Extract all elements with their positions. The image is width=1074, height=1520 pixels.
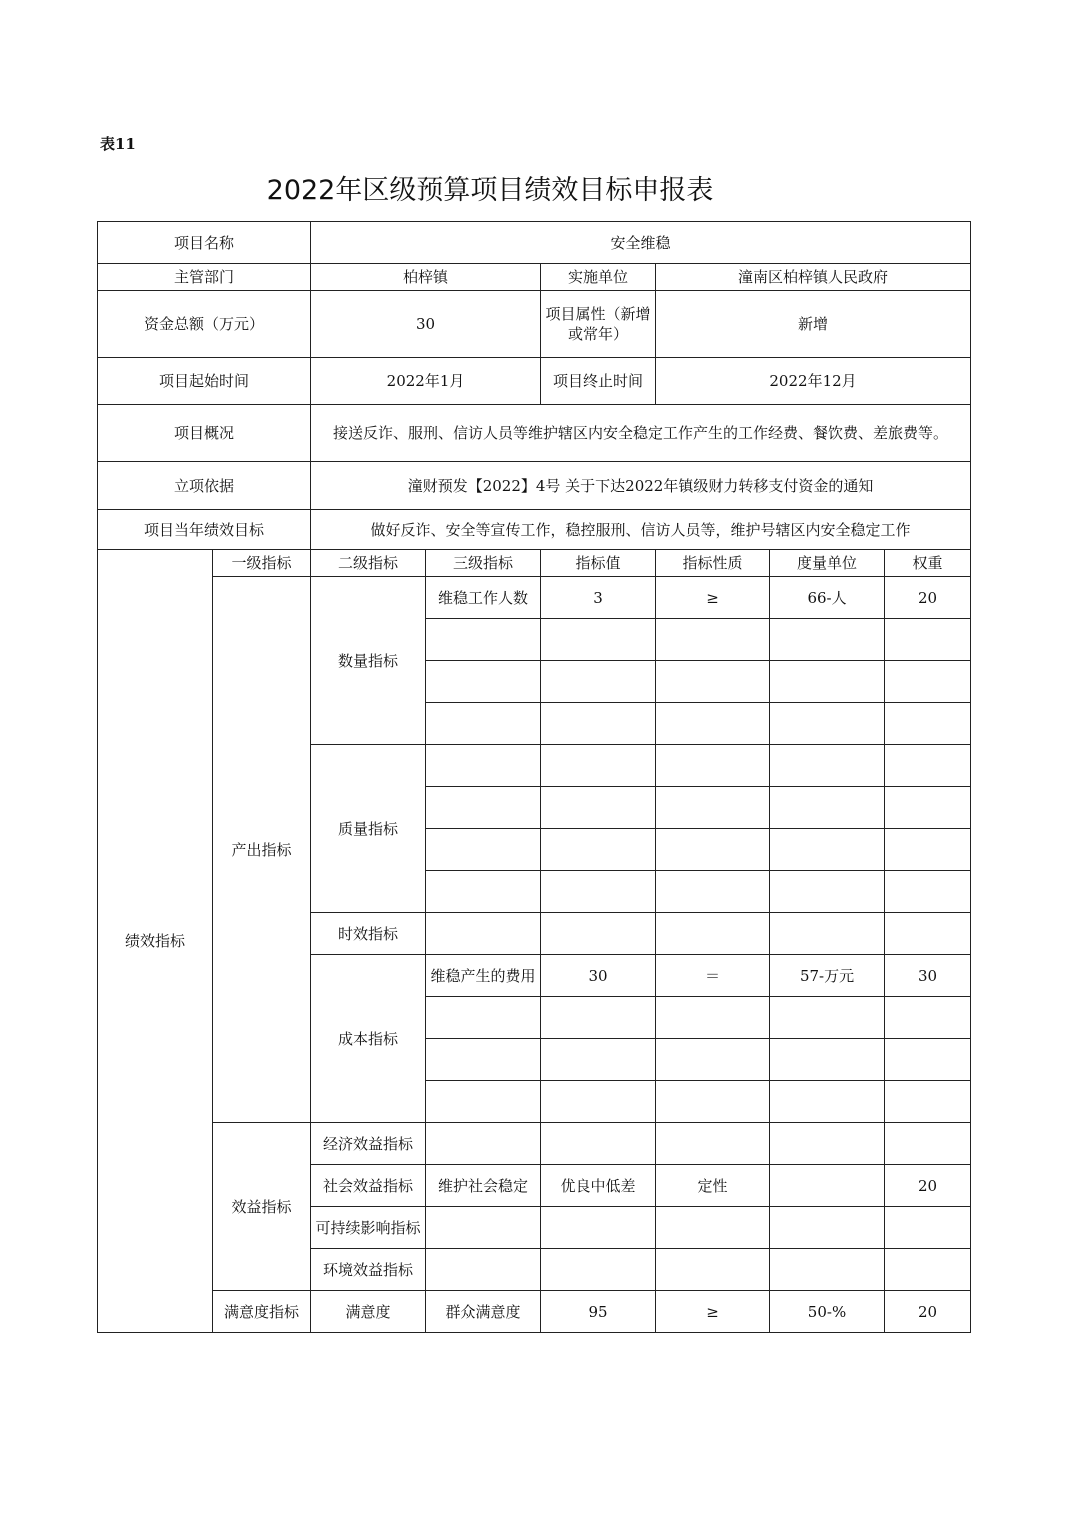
- empty-cell: [770, 997, 885, 1039]
- empty-cell: [885, 745, 971, 787]
- output-indicator-label: 产出指标: [213, 577, 311, 1123]
- header-lvl1: 一级指标: [213, 550, 311, 577]
- cost-nature: ＝: [656, 955, 770, 997]
- empty-cell: [656, 745, 770, 787]
- indicators-section-label: 绩效指标: [98, 550, 213, 1333]
- empty-cell: [770, 619, 885, 661]
- empty-cell: [885, 913, 971, 955]
- economic-indicator-label: 经济效益指标: [311, 1123, 426, 1165]
- empty-cell: [770, 745, 885, 787]
- empty-cell: [656, 619, 770, 661]
- empty-cell: [656, 1123, 770, 1165]
- empty-cell: [426, 1207, 541, 1249]
- cost-indicator-label: 成本指标: [311, 955, 426, 1123]
- empty-cell: [541, 913, 656, 955]
- satisfaction-indicator-label: 满意度指标: [213, 1291, 311, 1333]
- empty-cell: [885, 1081, 971, 1123]
- empty-cell: [656, 1249, 770, 1291]
- cost-weight: 30: [885, 955, 971, 997]
- goal-label: 项目当年绩效目标: [98, 510, 311, 550]
- empty-cell: [656, 1207, 770, 1249]
- empty-cell: [656, 829, 770, 871]
- empty-cell: [656, 1039, 770, 1081]
- attr-value: 新增: [656, 291, 971, 358]
- empty-cell: [656, 871, 770, 913]
- quantity-nature: ≥: [656, 577, 770, 619]
- fund-label: 资金总额（万元）: [98, 291, 311, 358]
- goal-value: 做好反诈、安全等宣传工作，稳控服刑、信访人员等，维护号辖区内安全稳定工作: [311, 510, 971, 550]
- empty-cell: [770, 1249, 885, 1291]
- empty-cell: [426, 1039, 541, 1081]
- empty-cell: [426, 829, 541, 871]
- cost-value: 30: [541, 955, 656, 997]
- empty-cell: [770, 1207, 885, 1249]
- empty-cell: [541, 1081, 656, 1123]
- empty-cell: [885, 871, 971, 913]
- cost-lvl3: 维稳产生的费用: [426, 955, 541, 997]
- empty-cell: [426, 661, 541, 703]
- env-indicator-label: 环境效益指标: [311, 1249, 426, 1291]
- project-name-label: 项目名称: [98, 222, 311, 264]
- empty-cell: [770, 661, 885, 703]
- cost-unit: 57-万元: [770, 955, 885, 997]
- end-value: 2022年12月: [656, 358, 971, 405]
- dept-value: 柏梓镇: [311, 264, 541, 291]
- social-weight: 20: [885, 1165, 971, 1207]
- empty-cell: [426, 1123, 541, 1165]
- timeliness-indicator-label: 时效指标: [311, 913, 426, 955]
- empty-cell: [426, 703, 541, 745]
- empty-cell: [426, 619, 541, 661]
- empty-cell: [541, 1249, 656, 1291]
- basis-label: 立项依据: [98, 462, 311, 510]
- satisfaction-lvl3: 群众满意度: [426, 1291, 541, 1333]
- satisfaction-unit: 50-%: [770, 1291, 885, 1333]
- empty-cell: [770, 787, 885, 829]
- empty-cell: [885, 1249, 971, 1291]
- start-label: 项目起始时间: [98, 358, 311, 405]
- empty-cell: [541, 661, 656, 703]
- sustain-indicator-label: 可持续影响指标: [311, 1207, 426, 1249]
- empty-cell: [426, 1249, 541, 1291]
- empty-cell: [426, 997, 541, 1039]
- quantity-weight: 20: [885, 577, 971, 619]
- empty-cell: [541, 1039, 656, 1081]
- quantity-lvl3: 维稳工作人数: [426, 577, 541, 619]
- basis-value: 潼财预发【2022】4号 关于下达2022年镇级财力转移支付资金的通知: [311, 462, 971, 510]
- empty-cell: [770, 913, 885, 955]
- social-lvl3: 维护社会稳定: [426, 1165, 541, 1207]
- dept-label: 主管部门: [98, 264, 311, 291]
- project-name-value: 安全维稳: [311, 222, 971, 264]
- social-indicator-label: 社会效益指标: [311, 1165, 426, 1207]
- satisfaction-nature: ≥: [656, 1291, 770, 1333]
- quantity-indicator-label: 数量指标: [311, 577, 426, 745]
- header-nature: 指标性质: [656, 550, 770, 577]
- empty-cell: [770, 829, 885, 871]
- empty-cell: [541, 1123, 656, 1165]
- empty-cell: [770, 1123, 885, 1165]
- empty-cell: [656, 997, 770, 1039]
- empty-cell: [426, 871, 541, 913]
- page-title: 2022年区级预算项目绩效目标申报表: [266, 175, 714, 206]
- empty-cell: [426, 787, 541, 829]
- quantity-unit: 66-人: [770, 577, 885, 619]
- social-nature: 定性: [656, 1165, 770, 1207]
- social-unit: [770, 1165, 885, 1207]
- empty-cell: [656, 703, 770, 745]
- empty-cell: [656, 913, 770, 955]
- satisfaction-weight: 20: [885, 1291, 971, 1333]
- impl-label: 实施单位: [541, 264, 656, 291]
- empty-cell: [885, 619, 971, 661]
- empty-cell: [426, 1081, 541, 1123]
- empty-cell: [885, 1123, 971, 1165]
- empty-cell: [770, 1039, 885, 1081]
- impl-value: 潼南区柏梓镇人民政府: [656, 264, 971, 291]
- empty-cell: [426, 745, 541, 787]
- empty-cell: [885, 1039, 971, 1081]
- empty-cell: [656, 1081, 770, 1123]
- header-unit: 度量单位: [770, 550, 885, 577]
- fund-value: 30: [311, 291, 541, 358]
- empty-cell: [541, 871, 656, 913]
- empty-cell: [541, 997, 656, 1039]
- empty-cell: [541, 619, 656, 661]
- empty-cell: [770, 703, 885, 745]
- empty-cell: [770, 871, 885, 913]
- empty-cell: [541, 745, 656, 787]
- empty-cell: [656, 661, 770, 703]
- empty-cell: [885, 997, 971, 1039]
- attr-label: 项目属性（新增或常年）: [541, 291, 656, 358]
- empty-cell: [426, 913, 541, 955]
- empty-cell: [885, 703, 971, 745]
- empty-cell: [770, 1081, 885, 1123]
- empty-cell: [885, 1207, 971, 1249]
- empty-cell: [541, 703, 656, 745]
- performance-target-table: [97, 221, 971, 1333]
- table-number: 表11: [100, 135, 136, 153]
- satisfaction-value: 95: [541, 1291, 656, 1333]
- header-value: 指标值: [541, 550, 656, 577]
- empty-cell: [541, 787, 656, 829]
- overview-value: 接送反诈、服刑、信访人员等维护辖区内安全稳定工作产生的工作经费、餐饮费、差旅费等。: [311, 405, 971, 462]
- header-weight: 权重: [885, 550, 971, 577]
- end-label: 项目终止时间: [541, 358, 656, 405]
- header-lvl3: 三级指标: [426, 550, 541, 577]
- empty-cell: [541, 1207, 656, 1249]
- empty-cell: [885, 829, 971, 871]
- empty-cell: [656, 787, 770, 829]
- satisfaction-lvl2: 满意度: [311, 1291, 426, 1333]
- empty-cell: [885, 661, 971, 703]
- overview-label: 项目概况: [98, 405, 311, 462]
- header-lvl2: 二级指标: [311, 550, 426, 577]
- social-value: 优良中低差: [541, 1165, 656, 1207]
- quality-indicator-label: 质量指标: [311, 745, 426, 913]
- start-value: 2022年1月: [311, 358, 541, 405]
- benefit-indicator-label: 效益指标: [213, 1123, 311, 1291]
- quantity-value: 3: [541, 577, 656, 619]
- empty-cell: [541, 829, 656, 871]
- empty-cell: [885, 787, 971, 829]
